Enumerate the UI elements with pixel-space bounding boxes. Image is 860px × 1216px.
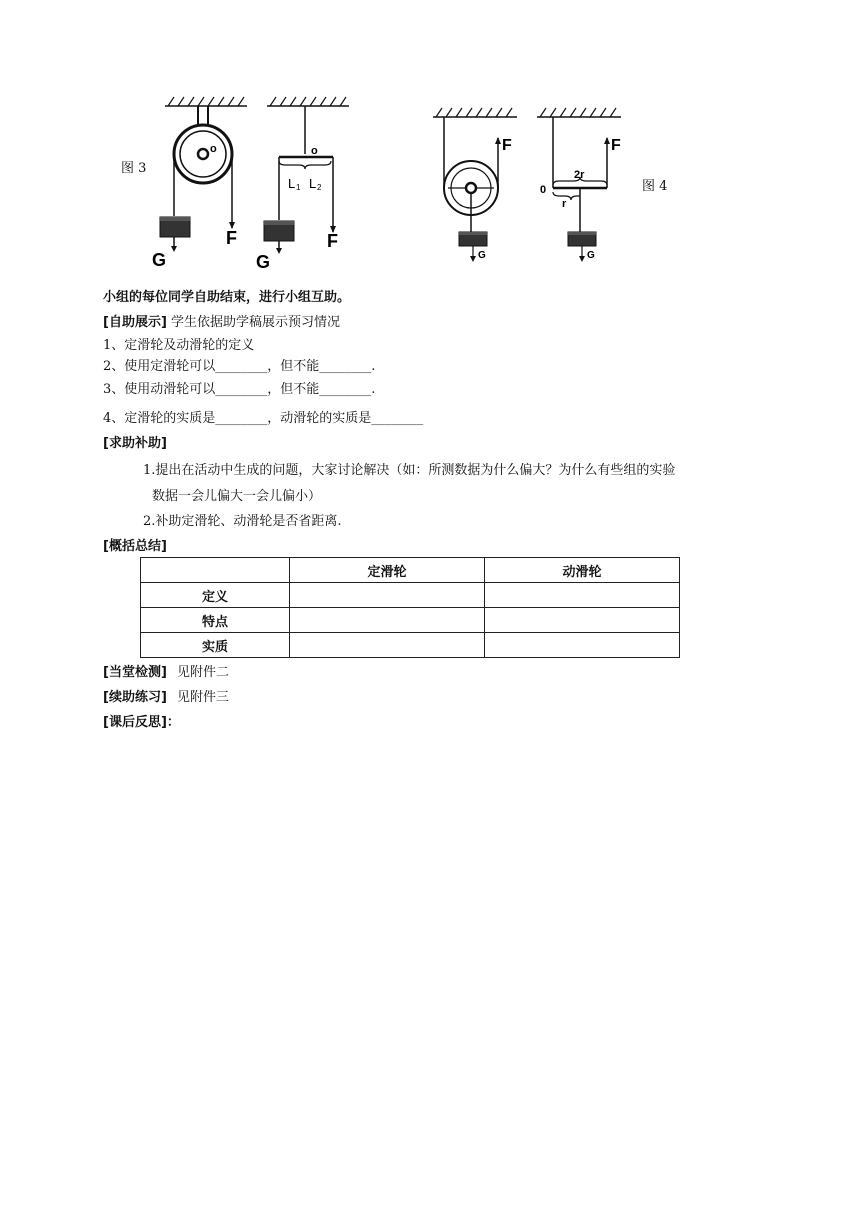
self-display-item-4: 4、定滑轮的实质是________，动滑轮的实质是________ [103,411,424,426]
self-display-heading [103,314,340,332]
label-L1-sub: 1 [296,183,301,192]
label-F-2: F [327,231,338,251]
seek-help-item-2: 2.补助定滑轮、动滑轮是否省距离. [143,514,342,529]
label-o: o [210,143,217,155]
seek-help-item-1-line-1: 1.提出在活动中生成的问题，大家讨论解决（如：所测数据为什么偏大？为什么有些组的实验 [143,463,676,478]
figure-4-label: 图 4 [642,179,668,194]
table-header-movable-pulley: 动滑轮 [485,558,680,583]
label-F-3: F [502,137,512,154]
fixed-pulley-diagram [150,92,250,272]
label-L2: L [309,176,317,191]
row-label-definition: 定义 [141,583,290,608]
class-test-line [103,664,229,682]
cell-fixed-feature [290,608,485,633]
row-label-feature: 特点 [141,608,290,633]
summary-tag: [概括总结] [103,539,167,554]
follow-up-text: 见附件三 [177,690,230,705]
label-o-2: o [311,145,318,157]
class-test-tag: [当堂检测] [103,665,167,680]
label-G: G [152,250,167,270]
label-L2-sub: 2 [317,183,322,192]
cell-movable-feature [485,608,680,633]
self-display-item-3: 3、使用动滑轮可以________，但不能________. [103,382,376,397]
self-display-text: 学生依据助学稿展示预习情况 [171,315,341,330]
intro-line: 小组的每位同学自助结束，进行小组互助。 [103,290,351,305]
summary-table [140,557,680,658]
follow-up-line [103,689,229,707]
label-G-4: G [587,250,595,261]
movable-pulley-diagram [428,100,528,270]
seek-help-item-1-line-2: 数据一会儿偏大一会儿偏小） [152,489,322,504]
label-G-3: G [478,250,486,261]
label-r: r [562,198,567,210]
seek-help-tag: [求助补助] [103,436,167,451]
table-header-fixed-pulley: 定滑轮 [290,558,485,583]
table-header-cell [141,558,290,583]
label-F: F [226,228,237,248]
label-L1: L [288,176,296,191]
class-test-text: 见附件二 [177,665,230,680]
label-zero: 0 [540,184,547,196]
cell-fixed-definition [290,583,485,608]
follow-up-tag: [续助练习] [103,690,167,705]
label-F-4: F [611,137,621,154]
table-header-row [141,558,680,583]
figure-3-label: 图 3 [121,161,147,176]
table-row [141,608,680,633]
reflection-tag: [课后反思]： [103,715,180,730]
cell-movable-essence [485,633,680,658]
fixed-pulley-lever-diagram [252,92,352,274]
label-G-2: G [256,252,271,272]
row-label-essence: 实质 [141,633,290,658]
table-row [141,633,680,658]
movable-pulley-lever-diagram [532,100,632,270]
label-2r: 2r [574,169,585,181]
cell-fixed-essence [290,633,485,658]
cell-movable-definition [485,583,680,608]
self-display-item-2: 2、使用定滑轮可以________，但不能________. [103,359,376,374]
self-display-tag: [自助展示] [103,315,167,330]
self-display-item-1: 1、定滑轮及动滑轮的定义 [103,338,255,353]
table-row [141,583,680,608]
